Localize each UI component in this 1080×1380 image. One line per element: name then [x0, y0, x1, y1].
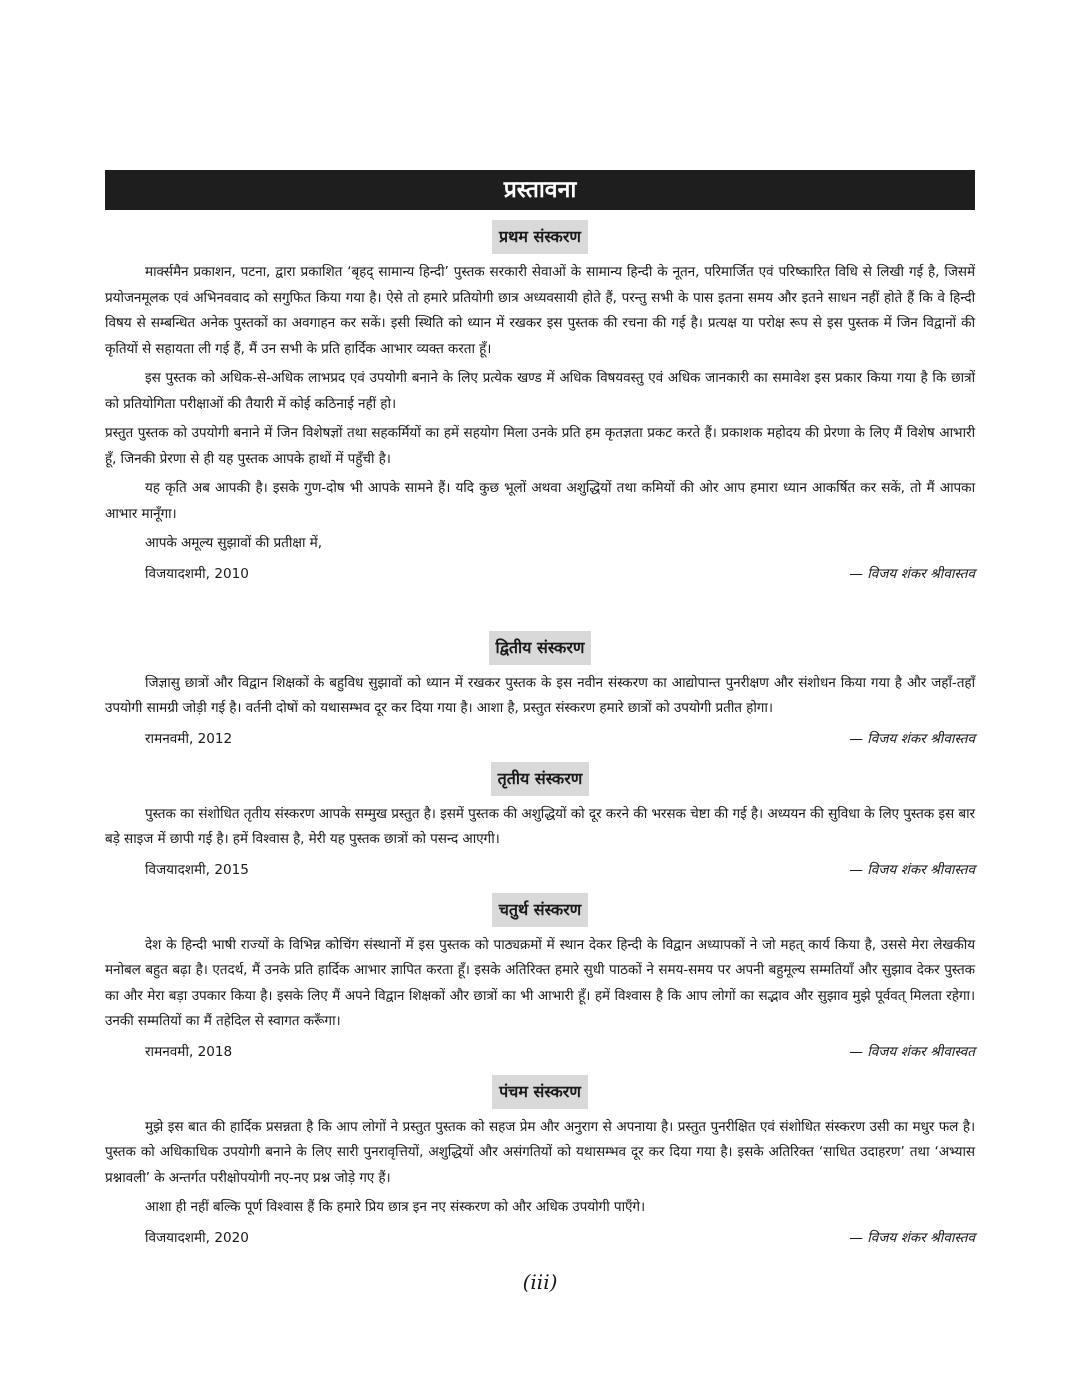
- section-heading: द्वितीय संस्करण: [489, 631, 592, 665]
- author-signature: — विजय शंकर श्रीवास्तव: [849, 1229, 975, 1246]
- edition-section-fifth: [105, 1075, 975, 1251]
- paragraph: देश के हिन्दी भाषी राज्यों के विभिन्न कोचिंग संस्थानों में इस पुस्तक को पाठ्यक्रमों में स्थान देकर हिन्दी के विद्वान अध्यापकों ने जो महत् कार्य किया है, उससे मेरा लेखकीय मनोबल बहुत बढ़ा है। एतदर्थ, मैं उनके प्रति हार्दिक आभार ज्ञापित करता हूँ। इसके अतिरिक्त हमारे सुधी पाठकों ने समय-समय पर अपनी बहुमूल्य सम्मतियाँ और सुझाव देकर पुस्तक का और मेरा बड़ा उपकार किया है। इसके लिए मैं अपने विद्वान शिक्षकों और छात्रों का भी आभारी हूँ। हमें विश्वास है कि आप लोगों का सद्भाव और सुझाव मुझे पूर्ववत् मिलता रहेगा। उनकी सम्मतियों का मैं तहेदिल से स्वागत करूँगा।: [105, 936, 975, 1029]
- author-signature: — विजय शंकर श्रीवास्तव: [849, 861, 975, 878]
- date-line: रामनवमी, 2012: [145, 730, 233, 747]
- sign-off: [105, 857, 975, 883]
- sign-off: [105, 1225, 975, 1251]
- section-heading: चतुर्थ संस्करण: [492, 893, 589, 927]
- section-heading: पंचम संस्करण: [492, 1075, 588, 1109]
- paragraph: आपके अमूल्य सुझावों की प्रतीक्षा में,: [145, 535, 322, 551]
- preface-page: [105, 170, 975, 1255]
- date-line: रामनवमी, 2018: [145, 1043, 233, 1060]
- page-title: प्रस्तावना: [105, 170, 975, 210]
- paragraph: मार्क्समैन प्रकाशन, पटना, द्वारा प्रकाशित ‘बृहद् सामान्य हिन्दी’ पुस्तक सरकारी सेवाओं के सामान्य हिन्दी के नूतन, परिमार्जित एवं परिष्कारित विधि से लिखी गई है, जिसमें प्रयोजनमूलक एवं अभिनववाद को सगुफित किया गया है। ऐसे तो हमारे प्रतियोगी छात्र अध्यवसायी होते हैं, परन्तु सभी के पास इतना समय और इतने साधन नहीं होते हैं कि वे हिन्दी विषय से सम्बन्धित अनेक पुस्तकों का अवगाहन कर सकें। इसी स्थिति को ध्यान में रखकर इस पुस्तक की रचना की गई है। प्रत्यक्ष या परोक्ष रूप से इस पुस्तक में जिन विद्वानों की कृतियों से सहायता ली गई हैं, मैं उन सभी के प्रति हार्दिक आभार व्यक्त करता हूँ।: [105, 264, 975, 357]
- section-heading: प्रथम संस्करण: [492, 220, 588, 254]
- page-number: (iii): [522, 1270, 558, 1294]
- paragraph: आशा ही नहीं बल्कि पूर्ण विश्वास हैं कि हमारे प्रिय छात्र इन नए संस्करण को और अधिक उपयोगी पाएँगे।: [145, 1199, 646, 1215]
- paragraph: इस पुस्तक को अधिक-से-अधिक लाभप्रद एवं उपयोगी बनाने के लिए प्रत्येक खण्ड में अधिक विषयवस्तु एवं अधिक जानकारी का समावेश इस प्रकार किया गया है कि छात्रों को प्रतियोगिता परीक्षाओं की तैयारी में कोई कठिनाई नहीं हो।: [105, 370, 975, 412]
- paragraph: जिज्ञासु छात्रों और विद्वान शिक्षकों के बहुविध सुझावों को ध्यान में रखकर पुस्तक के इस नवीन संस्करण का आद्योपान्त पुनरीक्षण और संशोधन किया गया है और जहाँ-तहाँ उपयोगी सामग्री जोड़ी गई है। वर्तनी दोषों को यथासम्भव दूर कर दिया गया है। आशा है, प्रस्तुत संस्करण हमारे छात्रों को उपयोगी प्रतीत होगा।: [105, 674, 975, 716]
- date-line: विजयादशमी, 2020: [145, 1229, 249, 1246]
- edition-section-fourth: [105, 893, 975, 1065]
- sign-off: [105, 726, 975, 752]
- sign-off: [105, 561, 975, 587]
- author-signature: — विजय शंकर श्रीवास्तव: [849, 565, 975, 582]
- paragraph: प्रस्तुत पुस्तक को उपयोगी बनाने में जिन विशेषज्ञों तथा सहकर्मियों का हमें सहयोग मिला उनके प्रति हम कृतज्ञता प्रकट करते हैं। प्रकाशक महोदय की प्रेरणा के लिए मैं विशेष आभारी हूँ, जिनकी प्रेरणा से ही यह पुस्तक आपके हाथों में पहुँची है।: [105, 425, 975, 467]
- section-heading: तृतीय संस्करण: [491, 762, 590, 796]
- paragraph: मुझे इस बात की हार्दिक प्रसन्नता है कि आप लोगों ने प्रस्तुत पुस्तक को सहज प्रेम और अनुराग से अपनाया है। प्रस्तुत पुनरीक्षित एवं संशोधित संस्करण उसी का मधुर फल है। पुस्तक को अधिकाधिक उपयोगी बनाने के लिए सारी पुनरावृत्तियों, अशुद्धियों और असंगतियों को यथासम्भव दूर कर दिया गया है। इसके अतिरिक्त ‘साधित उदाहरण’ तथा ‘अभ्यास प्रश्नावली’ के अन्तर्गत परीक्षोपयोगी नए-नए प्रश्न जोड़े गए हैं।: [105, 1118, 975, 1186]
- edition-section-third: [105, 762, 975, 883]
- paragraph: पुस्तक का संशोधित तृतीय संस्करण आपके सम्मुख प्रस्तुत है। इसमें पुस्तक की अशुद्धियों को दूर करने की भरसक चेष्टा की गई है। अध्ययन की सुविधा के लिए पुस्तक इस बार बड़े साइज में छापी गई है। हमें विश्वास है, मेरी यह पुस्तक छात्रों को पसन्द आएगी।: [105, 805, 975, 847]
- paragraph: यह कृति अब आपकी है। इसके गुण-दोष भी आपके सामने हैं। यदि कुछ भूलों अथवा अशुद्धियों तथा कमियों की ओर आप हमारा ध्यान आकर्षित कर सकें, तो मैं आपका आभार मानूँगा।: [105, 480, 975, 522]
- sign-off: [105, 1039, 975, 1065]
- author-signature: — विजय शंकर श्रीवास्वत: [849, 1043, 975, 1060]
- author-signature: — विजय शंकर श्रीवास्तव: [849, 730, 975, 747]
- date-line: विजयादशमी, 2015: [145, 861, 249, 878]
- edition-section-second: [105, 631, 975, 752]
- edition-section-first: [105, 220, 975, 587]
- date-line: विजयादशमी, 2010: [145, 565, 249, 582]
